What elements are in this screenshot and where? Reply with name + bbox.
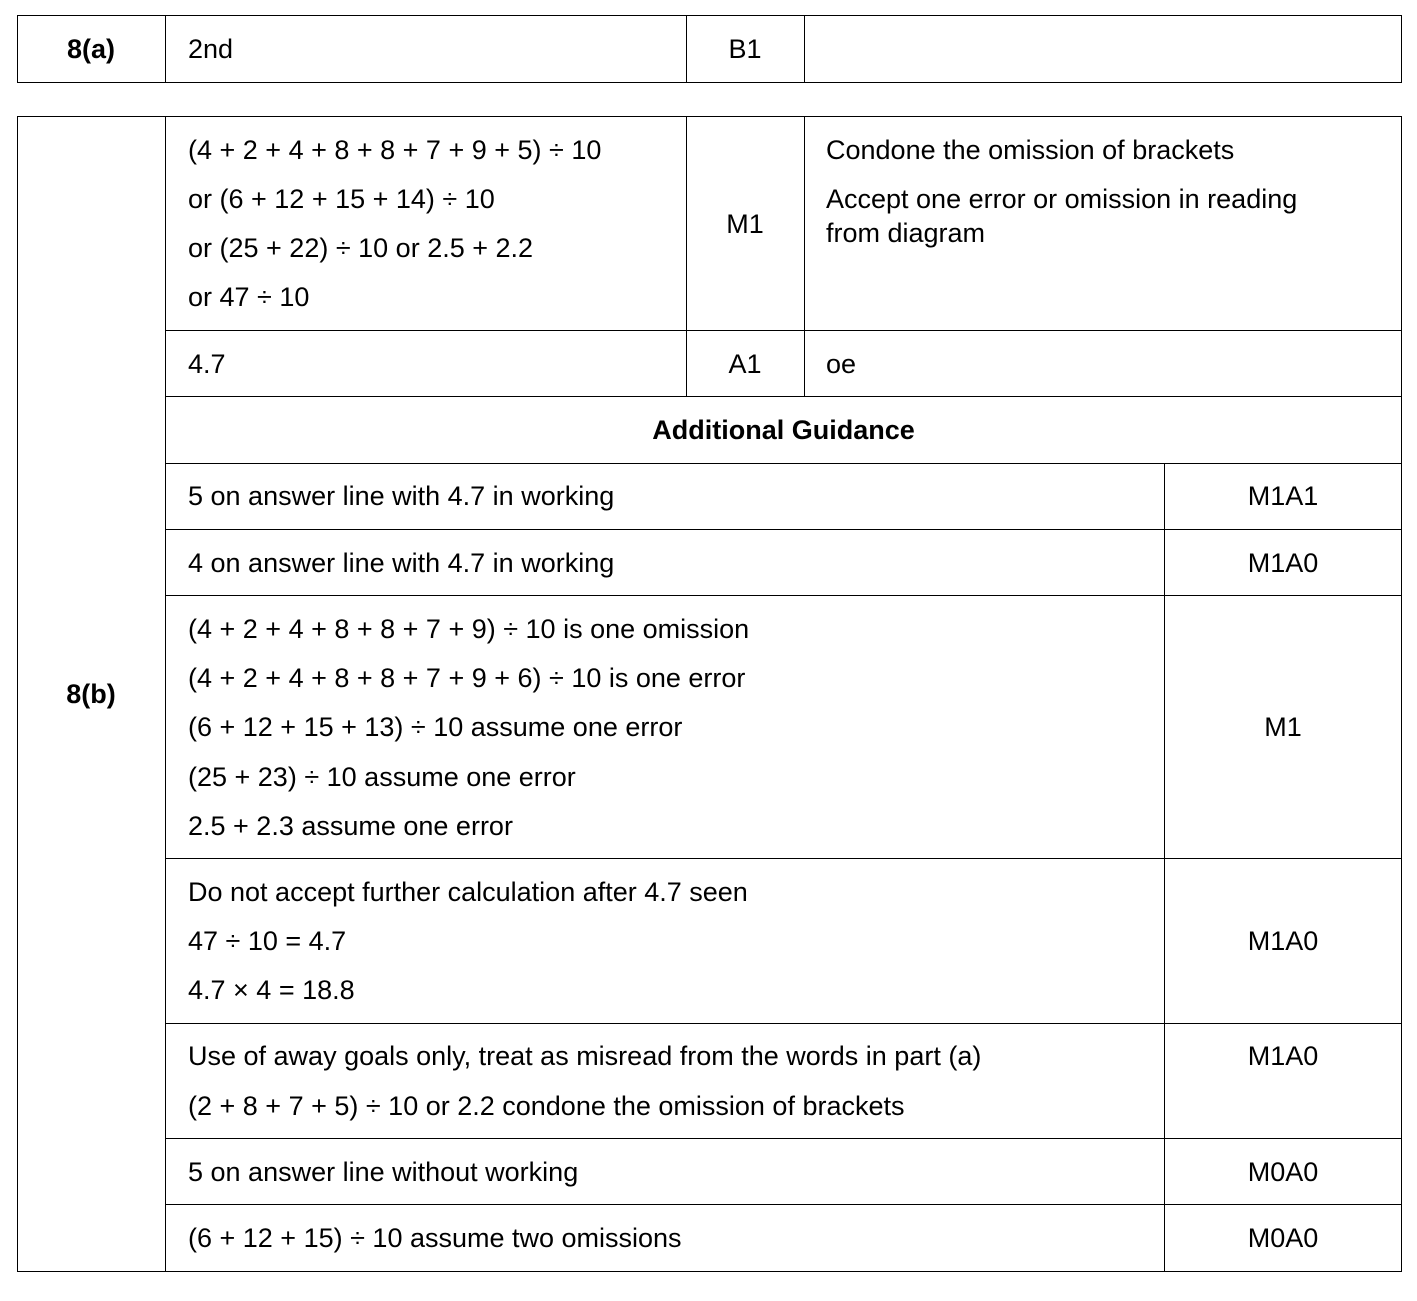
mark-8a: B1 xyxy=(728,34,762,64)
divider xyxy=(804,15,805,83)
divider xyxy=(804,116,805,397)
divider xyxy=(165,330,1402,331)
divider xyxy=(165,15,166,83)
divider xyxy=(165,595,1402,596)
guidance-line: 5 on answer line with 4.7 in working xyxy=(188,481,615,511)
guidance-mark: M1A0 xyxy=(1247,548,1319,578)
answer-mark: A1 xyxy=(728,349,762,379)
divider xyxy=(165,1204,1402,1205)
guidance-line: Do not accept further calculation after 4.7 seen xyxy=(188,877,748,907)
method-line: or 47 ÷ 10 xyxy=(188,282,310,312)
divider xyxy=(165,529,1402,530)
guidance-line: 4.7 × 4 = 18.8 xyxy=(188,975,355,1005)
divider xyxy=(165,116,166,1272)
guidance-line: Use of away goals only, treat as misread from the words in part (a) xyxy=(188,1041,982,1071)
question-number-8a: 8(a) xyxy=(66,34,115,64)
method-line: (4 + 2 + 4 + 8 + 8 + 7 + 9 + 5) ÷ 10 xyxy=(188,135,602,165)
guidance-line: (6 + 12 + 15) ÷ 10 assume two omissions xyxy=(188,1223,682,1253)
guidance-mark: M1A0 xyxy=(1247,926,1319,956)
guidance-line: 2.5 + 2.3 assume one error xyxy=(188,811,513,841)
answer-comment: oe xyxy=(826,349,857,379)
question-number-8b: 8(b) xyxy=(66,679,116,709)
guidance-line: (4 + 2 + 4 + 8 + 8 + 7 + 9 + 6) ÷ 10 is one error xyxy=(188,663,746,693)
guidance-mark: M1A1 xyxy=(1247,481,1319,511)
guidance-heading: Additional Guidance xyxy=(652,415,915,445)
guidance-mark: M1 xyxy=(1264,712,1302,742)
guidance-line: 47 ÷ 10 = 4.7 xyxy=(188,926,347,956)
answer-8a: 2nd xyxy=(188,34,234,64)
method-comment: from diagram xyxy=(826,218,986,248)
method-comment: Condone the omission of brackets xyxy=(826,135,1235,165)
guidance-mark: M1A0 xyxy=(1247,1041,1319,1071)
divider xyxy=(1164,463,1165,1272)
guidance-line: (2 + 8 + 7 + 5) ÷ 10 or 2.2 condone the omission of brackets xyxy=(188,1091,905,1121)
guidance-line: 4 on answer line with 4.7 in working xyxy=(188,548,615,578)
guidance-line: (25 + 23) ÷ 10 assume one error xyxy=(188,762,576,792)
method-comment: Accept one error or omission in reading xyxy=(826,184,1298,214)
method-line: or (25 + 22) ÷ 10 or 2.5 + 2.2 xyxy=(188,233,534,263)
divider xyxy=(165,463,1402,464)
divider xyxy=(165,1138,1402,1139)
guidance-line: (6 + 12 + 15 + 13) ÷ 10 assume one error xyxy=(188,712,683,742)
answer-8b: 4.7 xyxy=(188,349,226,379)
divider xyxy=(165,1023,1402,1024)
guidance-line: 5 on answer line without working xyxy=(188,1157,579,1187)
method-mark: M1 xyxy=(726,209,764,239)
divider xyxy=(165,396,1402,397)
divider xyxy=(165,858,1402,859)
guidance-mark: M0A0 xyxy=(1247,1223,1319,1253)
guidance-line: (4 + 2 + 4 + 8 + 8 + 7 + 9) ÷ 10 is one omission xyxy=(188,614,750,644)
guidance-mark: M0A0 xyxy=(1247,1157,1319,1187)
method-line: or (6 + 12 + 15 + 14) ÷ 10 xyxy=(188,184,495,214)
